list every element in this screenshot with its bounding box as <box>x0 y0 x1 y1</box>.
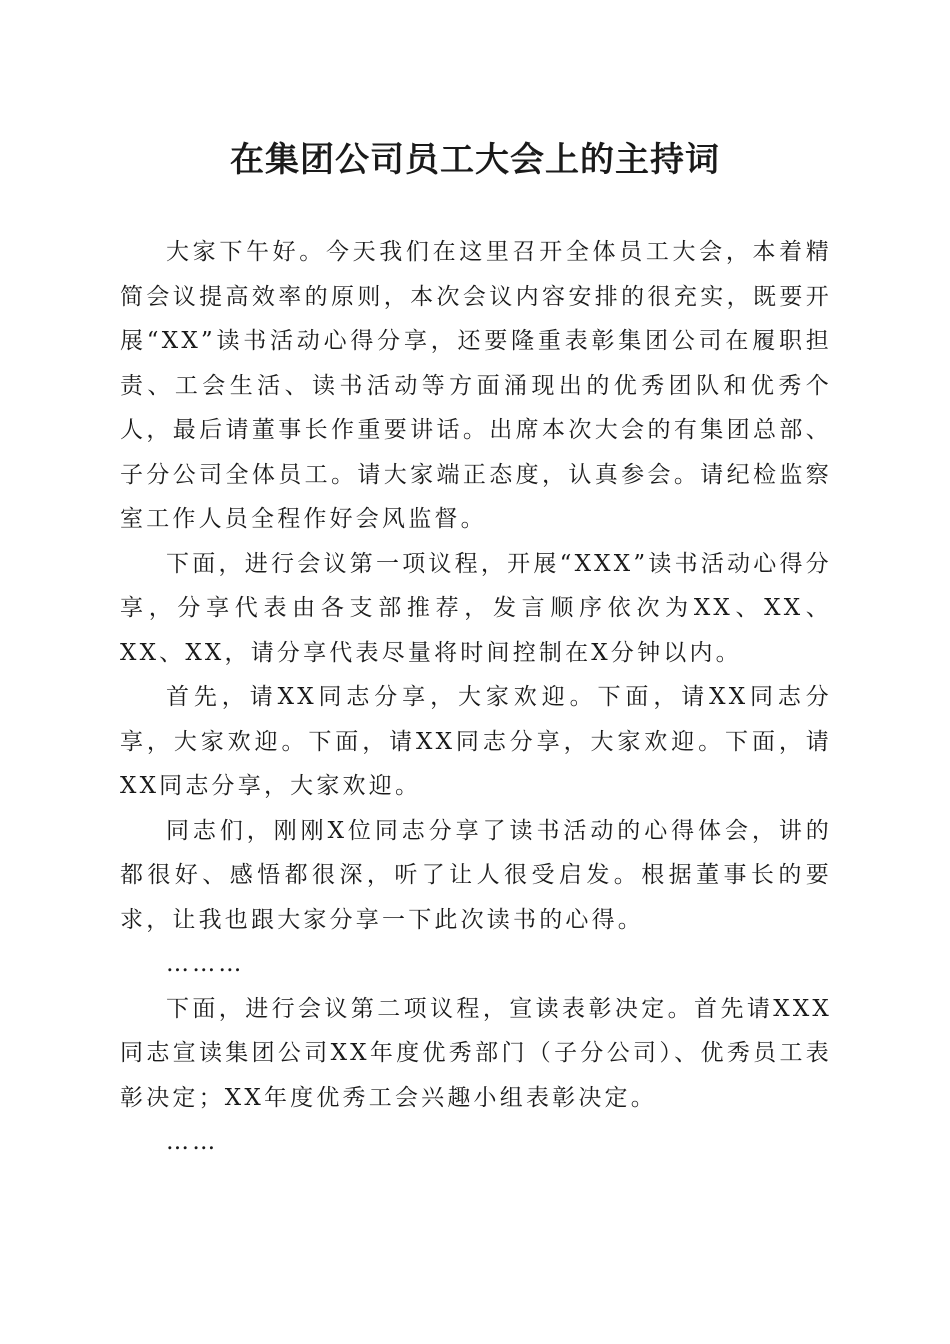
paragraph-summary: 同志们，刚刚X位同志分享了读书活动的心得体会，讲的都很好、感悟都很深，听了让人很受启发。根据董事长的要求，让我也跟大家分享一下此次读书的心得。 <box>120 817 832 933</box>
document-body <box>120 230 832 1165</box>
paragraph-opening: 大家下午好。今天我们在这里召开全体员工大会，本着精简会议提高效率的原则，本次会议内容安排的很充实，既要开展“XX”读书活动心得分享，还要隆重表彰集团公司在履职担责、工会生活、读书活动等方面涌现出的优秀团队和优秀个人，最后请董事长作重要讲话。出席本次大会的有集团总部、子分公司全体员工。请大家端正态度，认真参会。请纪检监察室工作人员全程作好会风监督。 <box>120 239 832 532</box>
ellipsis-two: …… <box>166 1129 219 1155</box>
document-title: 在集团公司员工大会上的主持词 <box>230 140 720 180</box>
paragraph-agenda-two: 下面，进行会议第二项议程，宣读表彰决定。首先请XXX同志宣读集团公司XX年度优秀部门（子分公司）、优秀员工表彰决定；XX年度优秀工会兴趣小组表彰决定。 <box>120 995 832 1111</box>
paragraph-agenda-one: 下面，进行会议第一项议程，开展“XXX”读书活动心得分享，分享代表由各支部推荐，发言顺序依次为XX、XX、XX、XX，请分享代表尽量将时间控制在X分钟以内。 <box>120 550 832 666</box>
ellipsis-one: ……… <box>166 951 245 977</box>
paragraph-sharing: 首先，请XX同志分享，大家欢迎。下面，请XX同志分享，大家欢迎。下面，请XX同志分享，大家欢迎。下面，请XX同志分享，大家欢迎。 <box>120 684 832 799</box>
